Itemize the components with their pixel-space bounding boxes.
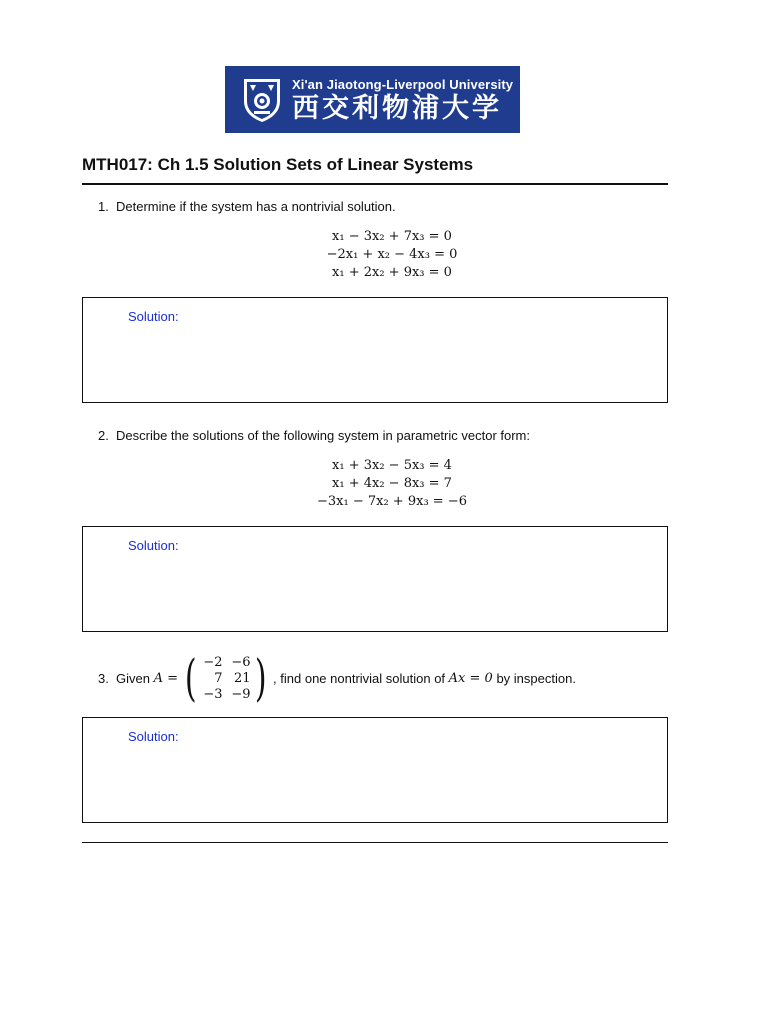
- matrix-symbol: A =: [153, 670, 179, 686]
- solution-box-3[interactable]: [82, 717, 668, 823]
- question-1: [98, 199, 396, 214]
- right-paren: ): [254, 649, 267, 707]
- logo-english-name: Xi'an Jiaotong-Liverpool University: [292, 77, 514, 92]
- equation: −2x₁ + x₂ − 4x₃ = 0: [326, 247, 458, 262]
- page-title: MTH017: Ch 1.5 Solution Sets of Linear Systems: [82, 155, 474, 174]
- question-prompt-end: by inspection.: [496, 670, 576, 686]
- logo-chinese-name: 西交利物浦大学: [292, 93, 502, 124]
- question-prompt: Determine if the system has a nontrivial solution.: [116, 199, 396, 214]
- crest-icon: [242, 77, 282, 123]
- equation: x₁ + 3x₂ − 5x₃ = 4: [332, 458, 452, 473]
- solution-box-1[interactable]: [82, 297, 668, 403]
- matrix-cell: −6: [231, 654, 251, 670]
- equation: −3x₁ − 7x₂ + 9x₃ = −6: [317, 494, 467, 509]
- left-paren: (: [184, 649, 197, 707]
- matrix-cell: 21: [233, 670, 251, 686]
- matrix-cell: −3: [203, 686, 223, 702]
- university-logo: [225, 66, 520, 133]
- equation-system-1: [240, 228, 544, 282]
- question-3: [98, 651, 576, 705]
- question-number: 2.: [98, 428, 109, 443]
- question-number: 3.: [98, 670, 109, 686]
- equation: x₁ + 4x₂ − 8x₃ = 7: [332, 476, 452, 491]
- bottom-rule: [82, 842, 668, 843]
- matrix-cell: 7: [214, 670, 223, 686]
- question-prompt: Describe the solutions of the following system in parametric vector form:: [116, 428, 531, 443]
- equation-inline: Ax = 0: [448, 670, 493, 686]
- question-prompt-before: Given: [116, 670, 150, 686]
- matrix-cell: −9: [231, 686, 251, 702]
- solution-label: Solution:: [128, 729, 179, 744]
- equation-system-2: [240, 457, 544, 511]
- matrix-a: [181, 649, 270, 707]
- matrix-cell: −2: [203, 654, 223, 670]
- question-number: 1.: [98, 199, 109, 214]
- matrix-grid: [201, 655, 251, 702]
- question-prompt-after: , find one nontrivial solution of: [273, 670, 446, 686]
- equation: x₁ + 2x₂ + 9x₃ = 0: [332, 265, 452, 280]
- question-2: [98, 428, 530, 443]
- solution-label: Solution:: [128, 538, 179, 553]
- equation: x₁ − 3x₂ + 7x₃ = 0: [332, 229, 452, 244]
- solution-box-2[interactable]: [82, 526, 668, 632]
- title-rule: [82, 183, 668, 185]
- solution-label: Solution:: [128, 309, 179, 324]
